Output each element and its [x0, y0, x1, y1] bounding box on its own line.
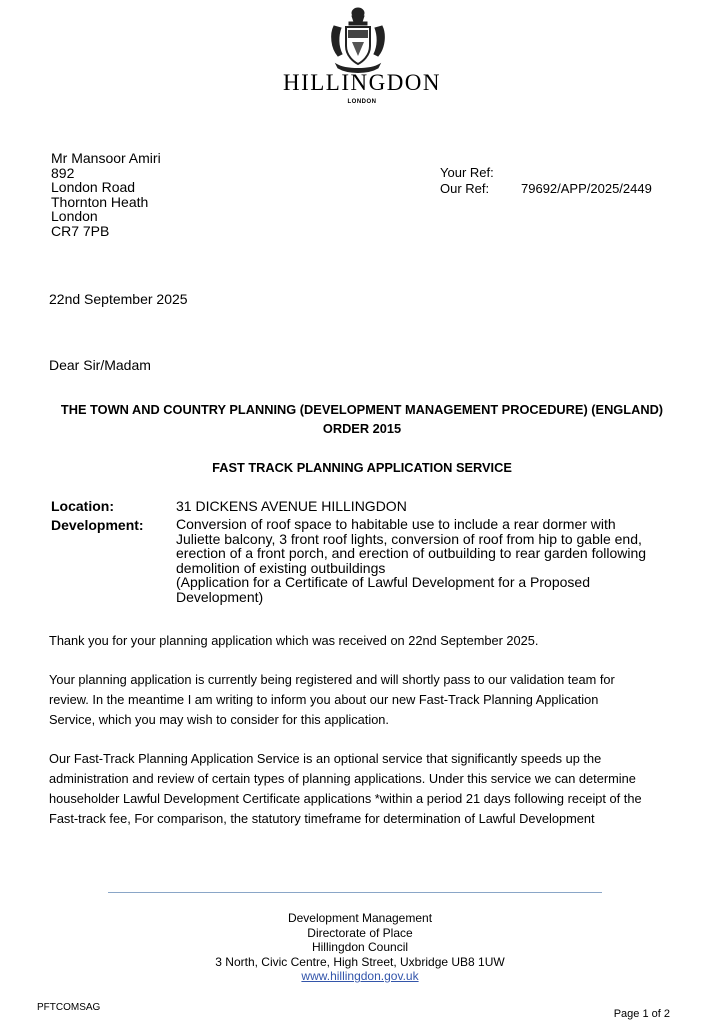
address-line: London Road	[51, 179, 136, 196]
development-line: (Application for a Certificate of Lawful Development for a Proposed	[176, 574, 590, 591]
paragraph-fast-track	[49, 749, 689, 829]
paragraph-line: Service, which you may wish to consider for this application.	[49, 712, 389, 727]
order-heading-line: THE TOWN AND COUNTRY PLANNING (DEVELOPMENT MANAGEMENT PROCEDURE) (ENGLAND)	[60, 402, 664, 417]
salutation: Dear Sir/Madam	[49, 357, 151, 373]
footer-address	[160, 911, 560, 984]
paragraph-line: Fast-track fee, For comparison, the statutory timeframe for determination of Lawful Development	[49, 811, 595, 826]
address-line: Thornton Heath	[51, 193, 149, 210]
recipient-address	[51, 151, 161, 239]
paragraph-line: Thank you for your planning application which was received on 22nd September 2025.	[49, 633, 539, 648]
our-ref-label: Our Ref:	[440, 181, 490, 196]
development-line: Development)	[176, 588, 264, 605]
our-ref-value: 79692/APP/2025/2449	[521, 181, 652, 196]
organisation-wordmark: HILLINGDON	[282, 70, 442, 95]
paragraph-registration	[49, 670, 689, 730]
recipient-name: Mr Mansoor Amiri	[51, 150, 161, 166]
paragraph-line: Your planning application is currently being registered and will shortly pass to our validation team for	[49, 672, 615, 687]
order-heading	[40, 400, 684, 438]
paragraph-line: Our Fast-Track Planning Application Service is an optional service that significantly speeds up the	[49, 751, 602, 766]
letter-date: 22nd September 2025	[49, 291, 188, 307]
form-code: PFTCOMSAG	[37, 1002, 101, 1013]
your-ref-label: Your Ref:	[440, 165, 494, 180]
paragraph-line: householder Lawful Development Certificate applications *within a period 21 days following receipt of the	[49, 791, 642, 806]
footer-line: Development Management	[287, 911, 433, 925]
development-line: demolition of existing outbuildings	[176, 559, 386, 576]
page-number: Page 1 of 2	[613, 1008, 670, 1020]
location-label: Location:	[51, 498, 114, 514]
development-line: Juliette balcony, 3 front roof lights, conversion of roof from hip to gable end,	[176, 530, 642, 547]
development-description	[176, 517, 676, 605]
paragraph-line: review. In the meantime I am writing to inform you about our new Fast-Track Planning Application	[49, 692, 599, 707]
order-heading-line: ORDER 2015	[322, 421, 402, 436]
footer-line: 3 North, Civic Centre, High Street, Uxbridge UB8 1UW	[215, 954, 505, 969]
reference-block	[440, 165, 652, 197]
development-line: erection of a front porch, and erection of outbuilding to rear garden following	[176, 545, 647, 562]
development-line: Conversion of roof space to habitable use to include a rear dormer with	[176, 516, 616, 532]
council-crest-icon	[322, 4, 394, 76]
address-line: 892	[51, 164, 75, 181]
development-label: Development:	[51, 517, 144, 533]
location-value: 31 DICKENS AVENUE HILLINGDON	[176, 498, 407, 514]
address-line: London	[51, 208, 98, 225]
website-link[interactable]: www.hillingdon.gov.uk	[301, 969, 419, 983]
paragraph-received	[49, 631, 689, 651]
service-heading: FAST TRACK PLANNING APPLICATION SERVICE	[212, 460, 512, 475]
organisation-subtitle: LONDON	[347, 99, 377, 105]
paragraph-line: administration and review of certain types of planning applications. Under this service we can determine	[49, 771, 636, 786]
footer-line: Hillingdon Council	[311, 940, 409, 954]
address-line: CR7 7PB	[51, 222, 110, 239]
footer-divider	[108, 892, 602, 893]
footer-line: Directorate of Place	[307, 925, 413, 940]
